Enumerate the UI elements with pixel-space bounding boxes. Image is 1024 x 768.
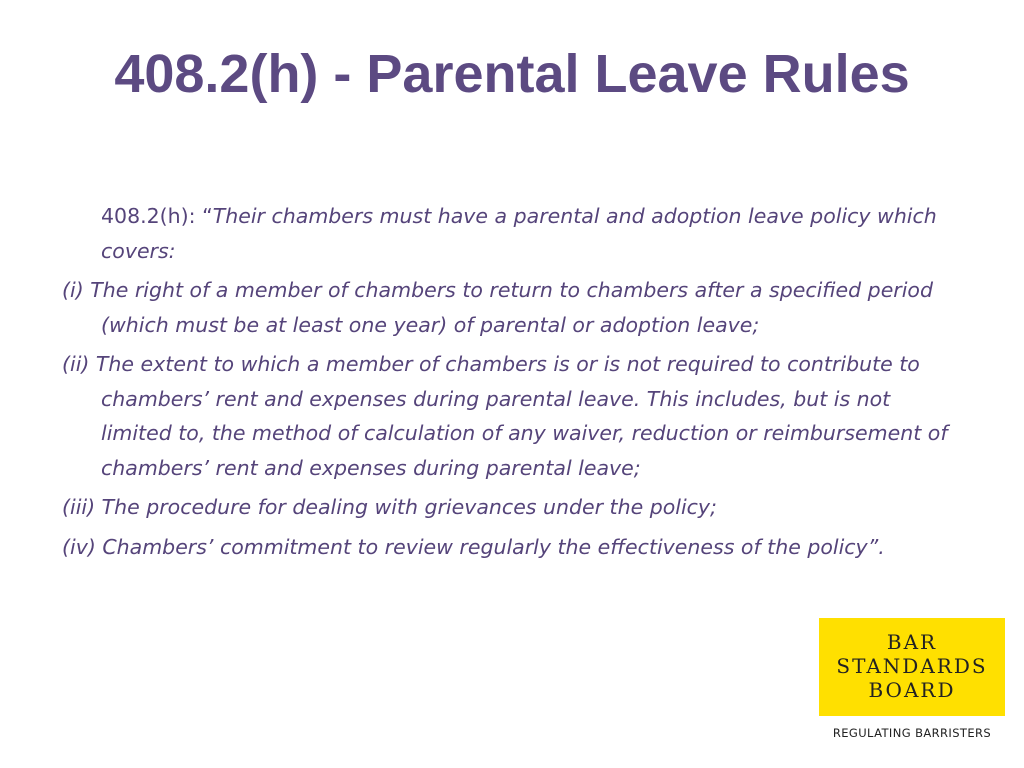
logo-line-standards: STANDARDS	[836, 654, 988, 678]
slide-title: 408.2(h) - Parental Leave Rules	[114, 44, 910, 104]
logo-line-board: BOARD	[868, 678, 956, 702]
intro-paragraph	[62, 199, 962, 268]
intro-text: Their chambers must have a parental and adoption leave policy which covers:	[101, 204, 937, 263]
rule-item-iv: (iv) Chambers’ commitment to review regularly the effectiveness of the policy”.	[62, 534, 885, 559]
slide-body	[62, 199, 962, 569]
rule-item-i: (i) The right of a member of chambers to return to chambers after a specified period (which must be at least one year) of parental or adoption leave;	[62, 278, 933, 337]
logo-tagline: REGULATING BARRISTERS	[832, 726, 992, 740]
rule-item-iii: (iii) The procedure for dealing with grievances under the policy;	[62, 495, 717, 519]
logo-line-bar: BAR	[886, 630, 938, 654]
rule-item-ii: (ii) The extent to which a member of chambers is or is not required to contribute to chambers’ rent and expenses during parental leave. This includes, but is not limited to, the method of calculation of any waiver, reduction or reimbursement of chambers’ rent and expenses during parental leave;	[62, 352, 948, 480]
bar-standards-board-logo	[819, 618, 1005, 716]
intro-prefix: 408.2(h): “	[101, 204, 213, 228]
